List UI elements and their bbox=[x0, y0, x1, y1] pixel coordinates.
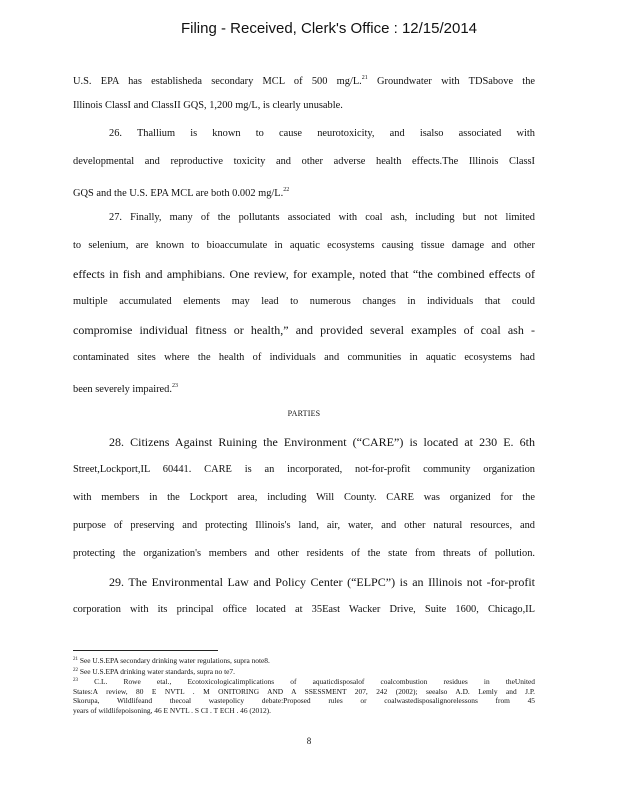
footnote-22: $^{22}$ See U.S.EPA drinking water standards, supra no te7. bbox=[73, 666, 235, 676]
paragraph-29-start: 29. The Environmental Law and Policy Center (“ELPC”) is an Illinois not -for-profit bbox=[109, 575, 535, 589]
text-line: GQS and the U.S. EPA MCL are both 0.002 mg/L.$^{22}$ bbox=[73, 187, 290, 199]
text-line: multiple accumulated elements may lead to numerous changes in individuals that could bbox=[73, 296, 535, 307]
text-line: to selenium, are known to bioaccumulate in aquatic ecosystems causing tissue damage and other bbox=[73, 240, 535, 251]
section-heading-parties: PARTIES bbox=[287, 409, 321, 418]
text-line: U.S. EPA has establisheda secondary MCL of 500 mg/L.$^{21}$ Groundwater with TDSabove the bbox=[73, 75, 535, 87]
footnote-ref: 22 bbox=[283, 187, 290, 193]
footnote-21: $^{21}$ See U.S.EPA secondary drinking water regulations, supra note8. bbox=[73, 656, 270, 665]
text-line: contaminated sites where the health of individuals and communities in aquatic ecosystems had bbox=[73, 352, 535, 363]
text-line: compromise individual fitness or health,” and provided several examples of coal ash - bbox=[73, 323, 535, 337]
footnote-divider bbox=[73, 650, 218, 651]
footnote-23-cont: Skorupa, Wildlifeand thecoal wastepolicy debate:Proposed rules or coalwastedisposalignorelessons from 45 bbox=[73, 696, 535, 706]
text-line: developmental and reproductive toxicity and other adverse health effects.The Illinois ClassI bbox=[73, 156, 535, 167]
footnote-ref: 23 bbox=[171, 383, 178, 389]
text-line: protecting the organization's members and other residents of the state from threats of pollution. bbox=[73, 548, 535, 559]
page-number: 8 bbox=[306, 736, 312, 746]
paragraph-27-start: 27. Finally, many of the pollutants associated with coal ash, including but not limited bbox=[109, 212, 535, 223]
text-line: Street,Lockport,IL 60441. CARE is an incorporated, not-for-profit community organization bbox=[73, 464, 535, 475]
footnotes bbox=[73, 655, 535, 716]
filing-header: Filing - Received, Clerk's Office : 12/15/2014 bbox=[180, 20, 478, 37]
text-line: effects in fish and amphibians. One review, for example, noted that “the combined effects of bbox=[73, 267, 535, 281]
text-line: purpose of preserving and protecting Illinois's land, air, water, and other natural resources, and bbox=[73, 520, 535, 531]
text-line: Illinois ClassI and ClassII GQS, 1,200 mg/L, is clearly unusable. bbox=[73, 100, 343, 111]
text-line: with members in the Lockport area, including Will County. CARE was organized for the bbox=[73, 492, 535, 503]
document-body bbox=[73, 68, 535, 628]
footnote-23-cont: years of wildlifepoisoning, 46 E NVTL . S CI . T ECH . 46 (2012). bbox=[73, 705, 271, 715]
text-line: corporation with its principal office located at 35East Wacker Drive, Suite 1600, Chicago,IL bbox=[73, 604, 535, 615]
paragraph-28-start: 28. Citizens Against Ruining the Environment (“CARE”) is located at 230 E. 6th bbox=[109, 435, 535, 449]
footnote-23: $^{23}$ C.L. Rowe etal., Ecotoxicologicalimplications of aquaticdisposalof coalcombustion residues in theUnited bbox=[73, 677, 535, 687]
footnote-ref: 21 bbox=[361, 75, 368, 81]
text-line: been severely impaired.$^{23}$ bbox=[73, 383, 178, 395]
paragraph-26-start: 26. Thallium is known to cause neurotoxicity, and isalso associated with bbox=[109, 128, 535, 139]
footnote-23-cont: States:A review, 80 E NVTL . M ONITORING AND A SSESSMENT 207, 242 (2002); seealso A.D. Lemly and J.P. bbox=[73, 686, 535, 696]
